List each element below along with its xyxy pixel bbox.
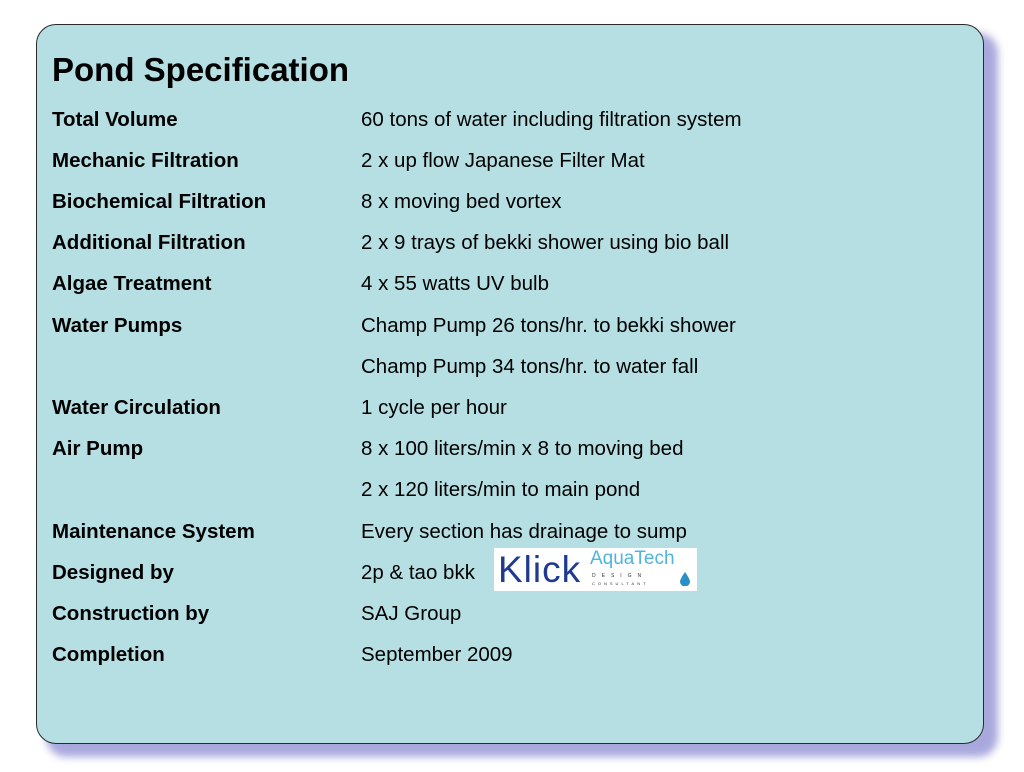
spec-label: Total Volume [52, 108, 178, 131]
spec-row-water-circulation [0, 394, 1024, 424]
spec-row-completion [0, 641, 1024, 671]
spec-label: Construction by [52, 602, 210, 625]
spec-value: 2 x up flow Japanese Filter Mat [361, 149, 645, 172]
spec-value: 4 x 55 watts UV bulb [361, 272, 550, 295]
klick-aquatech-logo [494, 548, 697, 591]
logo-klick-text: Klick [498, 549, 582, 590]
spec-label: Algae Treatment [52, 272, 212, 295]
logo-consultant-text: CONSULTANT [592, 581, 649, 586]
spec-value: 60 tons of water including filtration system [361, 108, 742, 131]
spec-label: Completion [52, 643, 165, 666]
spec-value: September 2009 [361, 643, 513, 666]
spec-label: Water Pumps [52, 314, 183, 337]
spec-label: Maintenance System [52, 520, 255, 543]
spec-row-maintenance-system [0, 518, 1024, 548]
spec-value: 1 cycle per hour [361, 396, 507, 419]
spec-value: Champ Pump 26 tons/hr. to bekki shower [361, 314, 736, 337]
spec-row-biochemical-filtration [0, 188, 1024, 218]
spec-row-algae-treatment [0, 270, 1024, 300]
spec-value: 8 x 100 liters/min x 8 to moving bed [361, 437, 684, 460]
spec-label: Water Circulation [52, 396, 221, 419]
spec-value: Champ Pump 34 tons/hr. to water fall [361, 355, 699, 378]
spec-row-mechanic-filtration [0, 147, 1024, 177]
spec-value: Every section has drainage to sump [361, 520, 687, 543]
spec-row-total-volume [0, 106, 1024, 136]
spec-row-water-pumps-2 [0, 353, 1024, 383]
water-drop-icon [680, 572, 690, 586]
spec-row-construction-by [0, 600, 1024, 630]
spec-row-air-pump [0, 435, 1024, 465]
spec-row-additional-filtration [0, 229, 1024, 259]
spec-value: 2 x 9 trays of bekki shower using bio ball [361, 231, 730, 254]
logo-aquatech-text: AquaTech [590, 548, 675, 569]
spec-row-air-pump-2 [0, 476, 1024, 506]
spec-label: Mechanic Filtration [52, 149, 239, 172]
spec-value: 2 x 120 liters/min to main pond [361, 478, 641, 501]
spec-value: 2p & tao bkk [361, 561, 475, 584]
page-title: Pond Specification [52, 51, 350, 88]
spec-value: SAJ Group [361, 602, 462, 625]
spec-label: Air Pump [52, 437, 144, 460]
spec-label: Additional Filtration [52, 231, 246, 254]
logo-design-text: DESIGN [592, 573, 648, 579]
spec-label: Biochemical Filtration [52, 190, 267, 213]
spec-row-water-pumps [0, 312, 1024, 342]
spec-value: 8 x moving bed vortex [361, 190, 562, 213]
spec-label: Designed by [52, 561, 174, 584]
